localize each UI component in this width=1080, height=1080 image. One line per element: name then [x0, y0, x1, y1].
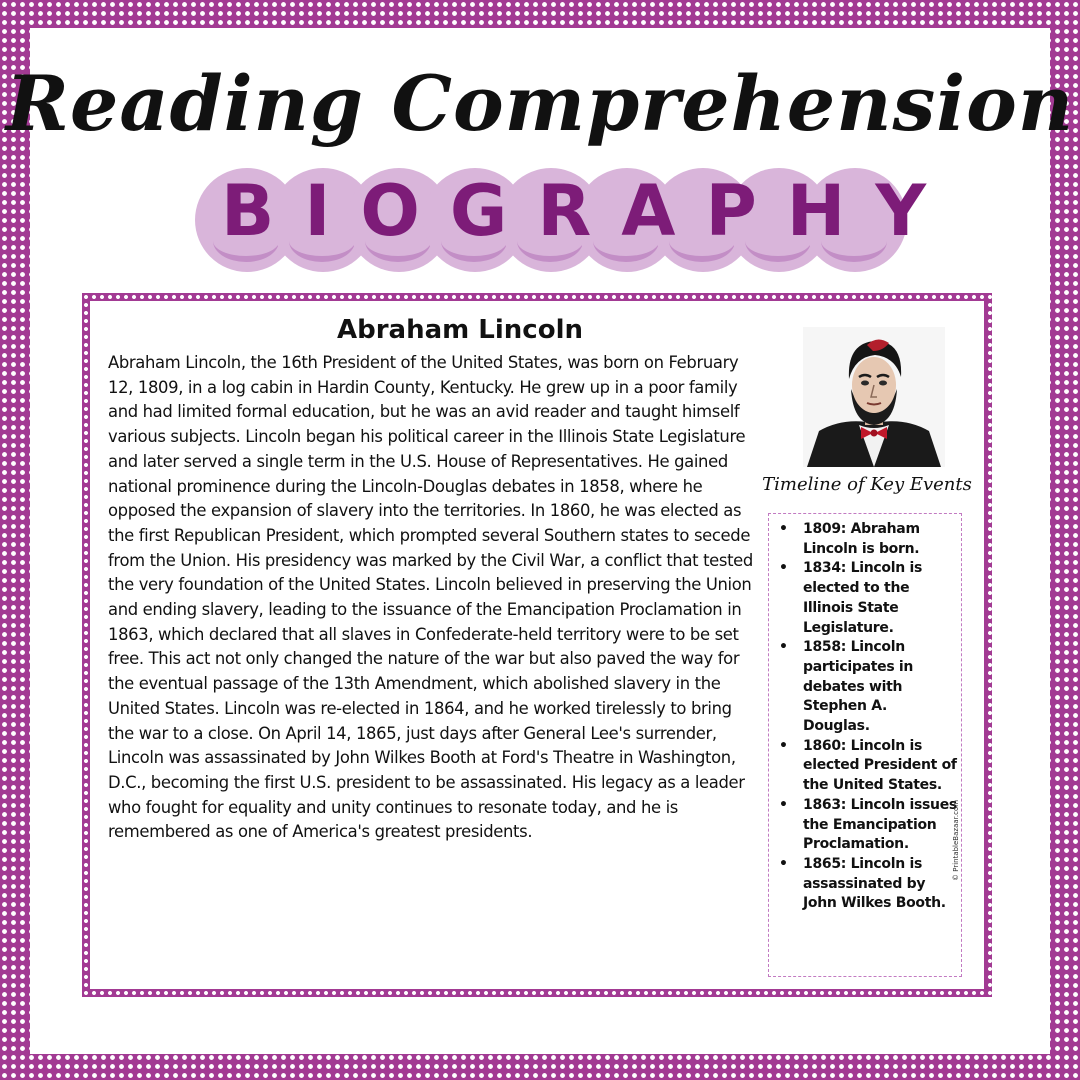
timeline-event: • 1863: Lincoln issues the Emancipation Proclamation.	[779, 796, 957, 855]
portrait-illustration	[803, 327, 945, 467]
timeline-heading: Timeline of Key Events	[762, 474, 972, 495]
page-title: Reading Comprehension	[5, 59, 1075, 148]
biography-card	[82, 293, 992, 997]
timeline-event: • 1865: Lincoln is assassinated by John Wilkes Booth.	[779, 855, 957, 914]
page-subtitle: BIOGRAPHY	[221, 170, 957, 252]
biography-card-body	[90, 301, 984, 989]
biography-name: Abraham Lincoln	[337, 315, 583, 345]
biography-text: Abraham Lincoln, the 16th President of the United States, was born on February 12, 1809, in a log cabin in Hardin County, Kentucky. He grew up in a poor family and had limited formal education, but he was an avid reader and taught himself various subjects. Lincoln began his political career in the Illinois State Legislature and later served a single term in the U.S. House of Representatives. He gained national prominence during the Lincoln-Douglas debates in 1858, where he opposed the expansion of slavery into the territories. In 1860, he was elected as the first Republican President, which prompted several Southern states to secede from the Union. His presidency was marked by the Civil War, a conflict that tested the very foundation of the United States. Lincoln believed in preserving the Union and ending slavery, leading to the issuance of the Emancipation Proclamation in 1863, which declared that all slaves in Confederate-held territory were to be set free. This act not only changed the nature of the war but also paved the way for the eventual passage of the 13th Amendment, which abolished slavery in the United States. Lincoln was re-elected in 1864, and he worked tirelessly to bring the war to a close. On April 14, 1865, just days after General Lee's surrender, Lincoln was assassinated by John Wilkes Booth at Ford's Theatre in Washington, D.C., becoming the first U.S. president to be assassinated. His legacy as a leader who fought for equality and unity continues to resonate today, and he is remembered as one of America's greatest presidents.	[108, 353, 753, 842]
lincoln-portrait	[803, 327, 945, 467]
timeline-event: • 1860: Lincoln is elected President of the United States.	[779, 737, 957, 796]
timeline-event: • 1858: Lincoln participates in debates with Stephen A. Douglas.	[779, 638, 957, 737]
timeline-event: • 1809: Abraham Lincoln is born.	[779, 520, 957, 559]
timeline-list	[779, 520, 957, 914]
timeline-box	[768, 513, 962, 977]
copyright-credit: © PrintableBazaar.com	[952, 799, 960, 881]
timeline-event: • 1834: Lincoln is elected to the Illinois State Legislature.	[779, 559, 957, 638]
